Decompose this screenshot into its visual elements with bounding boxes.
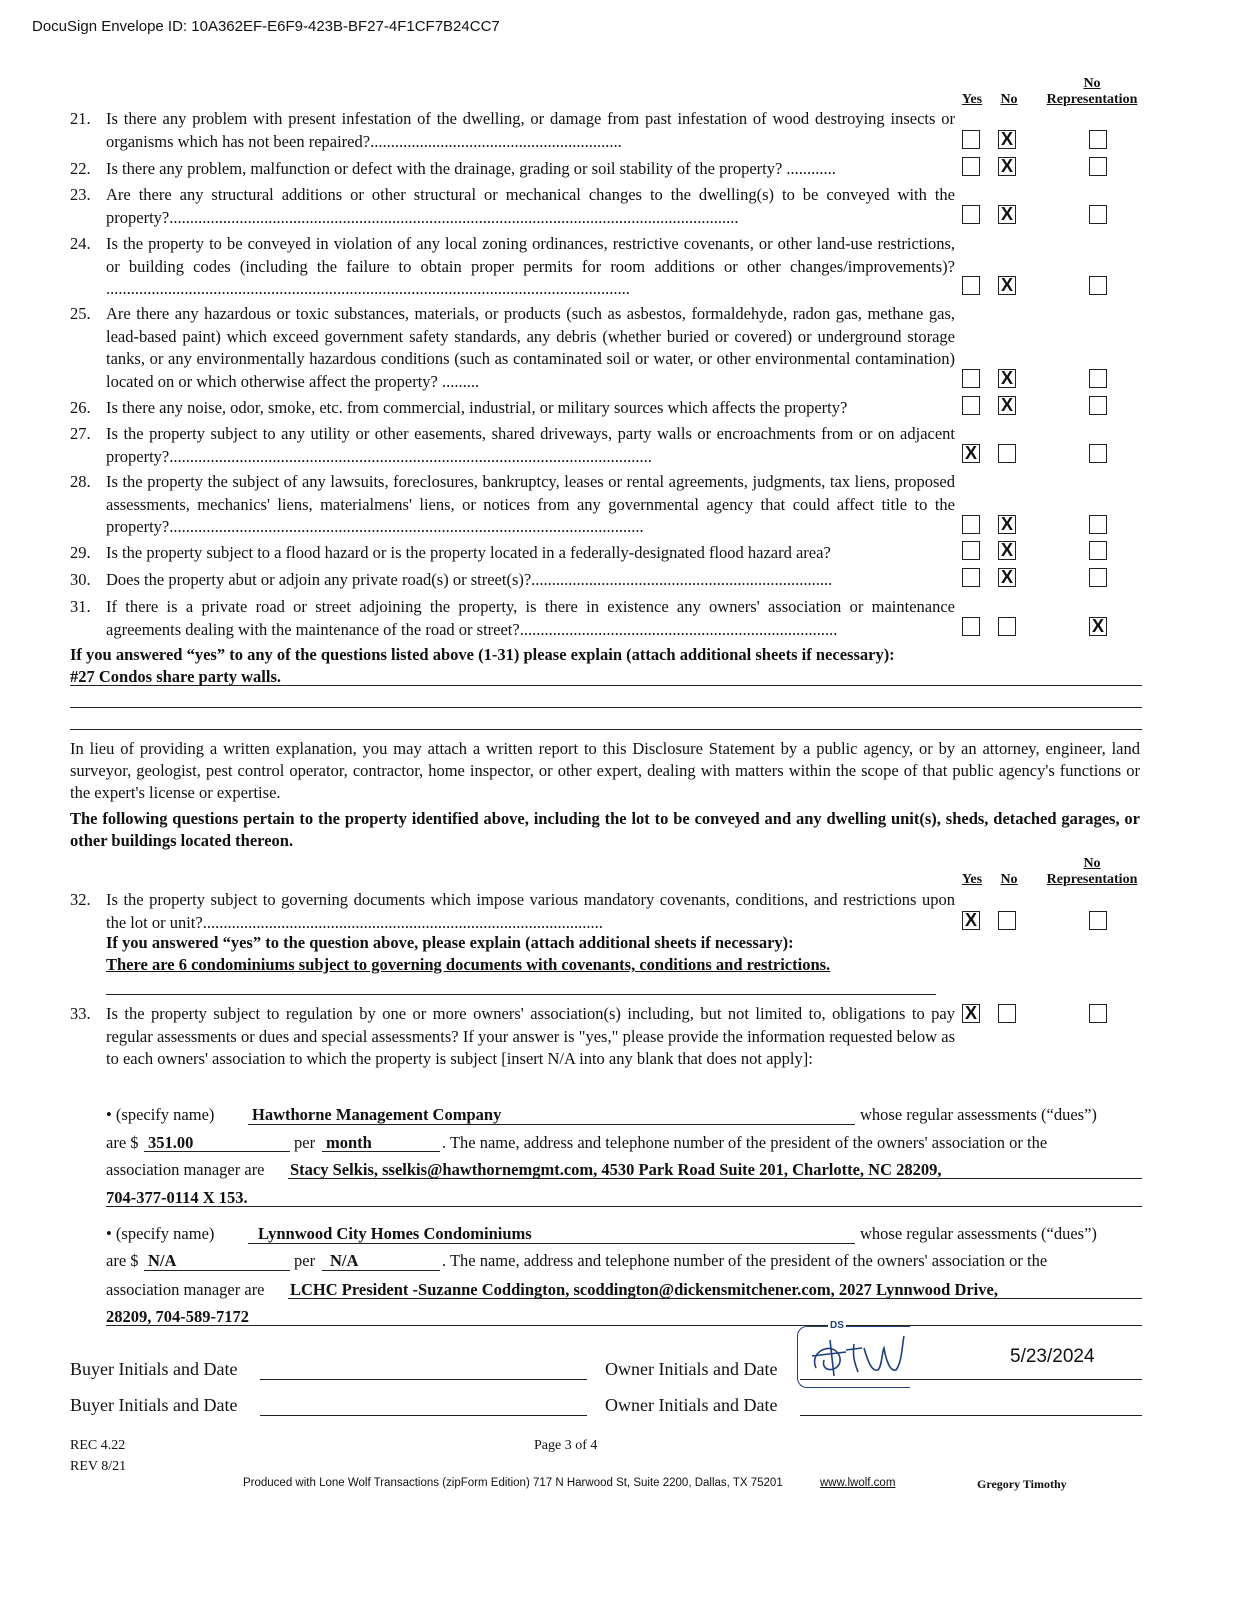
question-text: Does the property abut or adjoin any private road(s) or street(s)?......................................................................... xyxy=(106,570,833,589)
explain-line-2 xyxy=(70,707,1142,708)
q26-yes-checkbox[interactable] xyxy=(962,396,980,415)
q29-norep-checkbox[interactable] xyxy=(1089,541,1107,560)
owner-initials-date: 5/23/2024 xyxy=(1010,1346,1095,1367)
explain-prompt: If you answered “yes” to any of the questions listed above (1-31) please explain (attach additional sheets if necessary): xyxy=(70,645,895,664)
q21-norep-checkbox[interactable] xyxy=(1089,130,1107,149)
assoc2-contact-line1[interactable]: LCHC President -Suzanne Coddington, scoddington@dickensmitchener.com, 2027 Lynnwood Drive, xyxy=(290,1280,998,1299)
question-number: 23. xyxy=(70,185,91,204)
q31-yes-checkbox[interactable] xyxy=(962,617,980,636)
q24-norep-checkbox[interactable] xyxy=(1089,276,1107,295)
assoc2-manager-label: association manager are xyxy=(106,1280,265,1299)
question-number: 31. xyxy=(70,597,91,616)
footer-name: Gregory Timothy xyxy=(977,1477,1067,1491)
owner-initials-field-2[interactable] xyxy=(800,1415,1142,1416)
question-text: Is there any noise, odor, smoke, etc. from commercial, industrial, or military sources which affects the property? xyxy=(106,398,848,417)
lieu-paragraph: In lieu of providing a written explanation, you may attach a written report to this Disclosure Statement by a public agency, or by an attorney, engineer, land surveyor, geologist, pest control operator, contractor, home inspector, or other expert, dealing with matters within the scope of that public agency's functions or the expert's license or expertise. xyxy=(70,739,1140,802)
question-24 xyxy=(70,233,955,301)
q26-no-checkbox[interactable]: X xyxy=(998,396,1016,415)
q32-explain-line xyxy=(106,994,936,995)
assoc1-contact-line1-rule xyxy=(288,1178,1142,1179)
buyer-initials-field-2[interactable] xyxy=(260,1415,587,1416)
explain-answer: #27 Condos share party walls. xyxy=(70,667,282,686)
q33-norep-checkbox[interactable] xyxy=(1089,1004,1107,1023)
q28-no-checkbox[interactable]: X xyxy=(998,515,1016,534)
q27-no-checkbox[interactable] xyxy=(998,444,1016,463)
header-no-2: No xyxy=(1000,872,1018,887)
question-number: 25. xyxy=(70,304,91,323)
footer-url[interactable]: www.lwolf.com xyxy=(820,1477,896,1489)
q28-norep-checkbox[interactable] xyxy=(1089,515,1107,534)
q32-explain-answer: There are 6 condominiums subject to governing documents with covenants, conditions and restrictions. xyxy=(106,955,831,974)
question-25 xyxy=(70,303,955,393)
q29-no-checkbox[interactable]: X xyxy=(998,541,1016,560)
explain-line-3 xyxy=(70,729,1142,730)
q32-explain-prompt: If you answered “yes” to the question above, please explain (attach additional sheets if necessary): xyxy=(106,933,794,952)
q32-norep-checkbox[interactable] xyxy=(1089,911,1107,930)
question-text: Are there any hazardous or toxic substances, materials, or products (such as asbestos, formaldehyde, radon gas, methane gas, lead-based paint) which exceed government safety standards, any debris (whether buried or covered) or underground storage tanks, or any environmentally hazardous conditions (such as contaminated soil or water, or other environmental contamination) located on or which otherwise affect the property? ......... xyxy=(106,304,955,391)
explain-line-1 xyxy=(70,685,1142,686)
assoc2-amount[interactable]: N/A xyxy=(148,1251,177,1270)
question-28 xyxy=(70,471,955,539)
buyer-initials-label-2: Buyer Initials and Date xyxy=(70,1395,238,1415)
assoc2-name-address-text: . The name, address and telephone number of the president of the owners' association or the xyxy=(442,1251,1048,1270)
question-23 xyxy=(70,184,955,229)
q25-no-checkbox[interactable]: X xyxy=(998,369,1016,388)
assoc2-contact-line2-rule xyxy=(106,1325,1142,1326)
question-number: 30. xyxy=(70,570,91,589)
assoc1-amount[interactable]: 351.00 xyxy=(148,1133,194,1152)
assoc2-contact-line2[interactable]: 28209, 704-589-7172 xyxy=(106,1307,249,1326)
question-22 xyxy=(70,158,955,181)
q33-no-checkbox[interactable] xyxy=(998,1004,1016,1023)
owner-initials-label-2: Owner Initials and Date xyxy=(605,1395,778,1415)
q31-norep-checkbox[interactable]: X xyxy=(1089,617,1107,636)
q22-yes-checkbox[interactable] xyxy=(962,157,980,176)
question-33: 33. Is the property subject to regulation by one or more owners' association(s) including, but not limited to, obligations to pay regular assessments or dues and special assessments? If your answer is "yes," please provide the information requested below as to each owners' association to which the property is subject [insert N/A into any blank that does not apply]: xyxy=(70,1004,955,1068)
question-21 xyxy=(70,108,955,153)
following-paragraph: The following questions pertain to the property identified above, including the lot to be conveyed and any dwelling unit(s), sheds, detached garages, or other buildings located thereon. xyxy=(70,809,1140,850)
assoc2-per-label: per xyxy=(294,1251,316,1270)
question-30 xyxy=(70,569,955,592)
assoc2-period-line xyxy=(322,1270,440,1271)
header-no-representation: No Representation xyxy=(1046,76,1138,107)
header-yes-2: Yes xyxy=(961,872,983,887)
question-31 xyxy=(70,596,955,641)
question-32: 32. Is the property subject to governing documents which impose various mandatory covenants, conditions, and restrictions upon the lot or unit?................................................................................................. xyxy=(70,890,955,932)
question-number: 24. xyxy=(70,234,91,253)
header-no-representation-2: No Representation xyxy=(1046,856,1138,887)
question-text: Is the property the subject of any lawsuits, foreclosures, bankruptcy, leases or rental agreements, judgments, tax liens, proposed assessments, mechanics' liens, materialmens' liens, or notices from any governmental agency that could affect title to the property?................................................................................................................... xyxy=(106,472,955,536)
question-text: Is the property to be conveyed in violation of any local zoning ordinances, restrictive covenants, or other land-use restrictions, or building codes (including the failure to obtain proper permits for room additions or other changes/improvements)? ............................................................................................................................... xyxy=(106,234,955,298)
q33-yes-checkbox[interactable]: X xyxy=(962,1004,980,1023)
q24-no-checkbox[interactable]: X xyxy=(998,276,1016,295)
assoc2-are-label: are $ xyxy=(106,1251,139,1270)
assoc2-name-line xyxy=(248,1243,855,1244)
q27-norep-checkbox[interactable] xyxy=(1089,444,1107,463)
question-text: If there is a private road or street adjoining the property, is there in existence any owners' association or maintenance agreements dealing with the maintenance of the road or street?............................................................................. xyxy=(106,597,955,639)
q31-no-checkbox[interactable] xyxy=(998,617,1016,636)
q22-norep-checkbox[interactable] xyxy=(1089,157,1107,176)
header-yes: Yes xyxy=(961,92,983,107)
assoc1-name-line xyxy=(248,1124,855,1125)
assoc1-whose-dues: whose regular assessments (“dues”) xyxy=(860,1105,1097,1124)
question-number: 29. xyxy=(70,543,91,562)
buyer-initials-field-1[interactable] xyxy=(260,1379,587,1380)
assoc1-are-label: are $ xyxy=(106,1133,139,1152)
q27-yes-checkbox[interactable]: X xyxy=(962,444,980,463)
footer-rev: REV 8/21 xyxy=(70,1459,127,1474)
docusign-ds-tag: DS xyxy=(830,1320,844,1331)
question-text: Is the property subject to a flood hazard or is the property located in a federally-designated flood hazard area? xyxy=(106,543,831,562)
footer-rec: REC 4.22 xyxy=(70,1438,126,1453)
question-27 xyxy=(70,423,955,468)
footer-produced: Produced with Lone Wolf Transactions (zipForm Edition) 717 N Harwood St, Suite 2200, Dallas, TX 75201 xyxy=(243,1477,783,1489)
q30-norep-checkbox[interactable] xyxy=(1089,568,1107,587)
assoc1-name-address-text: . The name, address and telephone number of the president of the owners' association or the xyxy=(442,1133,1048,1152)
q26-norep-checkbox[interactable] xyxy=(1089,396,1107,415)
assoc1-manager-label: association manager are xyxy=(106,1160,265,1179)
assoc2-period[interactable]: N/A xyxy=(330,1251,359,1270)
q25-norep-checkbox[interactable] xyxy=(1089,369,1107,388)
q32-no-checkbox[interactable] xyxy=(998,911,1016,930)
q22-no-checkbox[interactable]: X xyxy=(998,157,1016,176)
assoc2-contact-line1-rule xyxy=(288,1298,1142,1299)
owner-initials-signature xyxy=(806,1332,916,1382)
question-text: Is there any problem with present infestation of the dwelling, or damage from past infestation of wood destroying insects or organisms which has not been repaired?............................................................. xyxy=(106,109,955,151)
assoc2-amount-line xyxy=(144,1270,290,1271)
q29-yes-checkbox[interactable] xyxy=(962,541,980,560)
question-text: Is the property subject to any utility or other easements, shared driveways, party walls or encroachments from or on adjacent property?..................................................................................................................... xyxy=(106,424,955,466)
assoc1-name[interactable]: Hawthorne Management Company xyxy=(252,1105,502,1124)
q21-yes-checkbox[interactable] xyxy=(962,130,980,149)
q24-yes-checkbox[interactable] xyxy=(962,276,980,295)
assoc1-period-line xyxy=(322,1151,440,1152)
header-no: No xyxy=(1000,92,1018,107)
assoc2-specify-label: • (specify name) xyxy=(106,1224,215,1243)
footer-page: Page 3 of 4 xyxy=(534,1438,598,1453)
q28-yes-checkbox[interactable] xyxy=(962,515,980,534)
question-29 xyxy=(70,542,955,565)
buyer-initials-label-1: Buyer Initials and Date xyxy=(70,1359,238,1379)
assoc1-contact-line1[interactable]: Stacy Selkis, sselkis@hawthornemgmt.com, 4530 Park Road Suite 201, Charlotte, NC 28209, xyxy=(290,1160,942,1179)
question-text: Is there any problem, malfunction or defect with the drainage, grading or soil stability of the property? ............ xyxy=(106,159,836,178)
q25-yes-checkbox[interactable] xyxy=(962,369,980,388)
question-number: 28. xyxy=(70,472,91,491)
q23-no-checkbox[interactable]: X xyxy=(998,205,1016,224)
question-number: 27. xyxy=(70,424,91,443)
question-number: 22. xyxy=(70,159,91,178)
assoc1-period[interactable]: month xyxy=(326,1133,372,1152)
assoc1-per-label: per xyxy=(294,1133,316,1152)
envelope-id: DocuSign Envelope ID: 10A362EF-E6F9-423B-BF27-4F1CF7B24CC7 xyxy=(32,18,500,35)
assoc1-contact-line2-rule xyxy=(106,1206,1142,1207)
owner-initials-label-1: Owner Initials and Date xyxy=(605,1359,778,1379)
question-number: 21. xyxy=(70,109,91,128)
assoc1-specify-label: • (specify name) xyxy=(106,1105,215,1124)
q21-no-checkbox[interactable]: X xyxy=(998,130,1016,149)
question-text: Are there any structural additions or other structural or mechanical changes to the dwelling(s) to be conveyed with the property?.......................................................................................................................................... xyxy=(106,185,955,227)
q23-norep-checkbox[interactable] xyxy=(1089,205,1107,224)
assoc1-amount-line xyxy=(144,1151,290,1152)
question-number: 26. xyxy=(70,398,91,417)
q30-yes-checkbox[interactable] xyxy=(962,568,980,587)
q32-yes-checkbox[interactable]: X xyxy=(962,911,980,930)
assoc2-name[interactable]: Lynnwood City Homes Condominiums xyxy=(258,1224,532,1243)
q23-yes-checkbox[interactable] xyxy=(962,205,980,224)
assoc2-whose-dues: whose regular assessments (“dues”) xyxy=(860,1224,1097,1243)
q30-no-checkbox[interactable]: X xyxy=(998,568,1016,587)
assoc1-contact-line2[interactable]: 704-377-0114 X 153. xyxy=(106,1188,248,1207)
question-26 xyxy=(70,397,955,420)
